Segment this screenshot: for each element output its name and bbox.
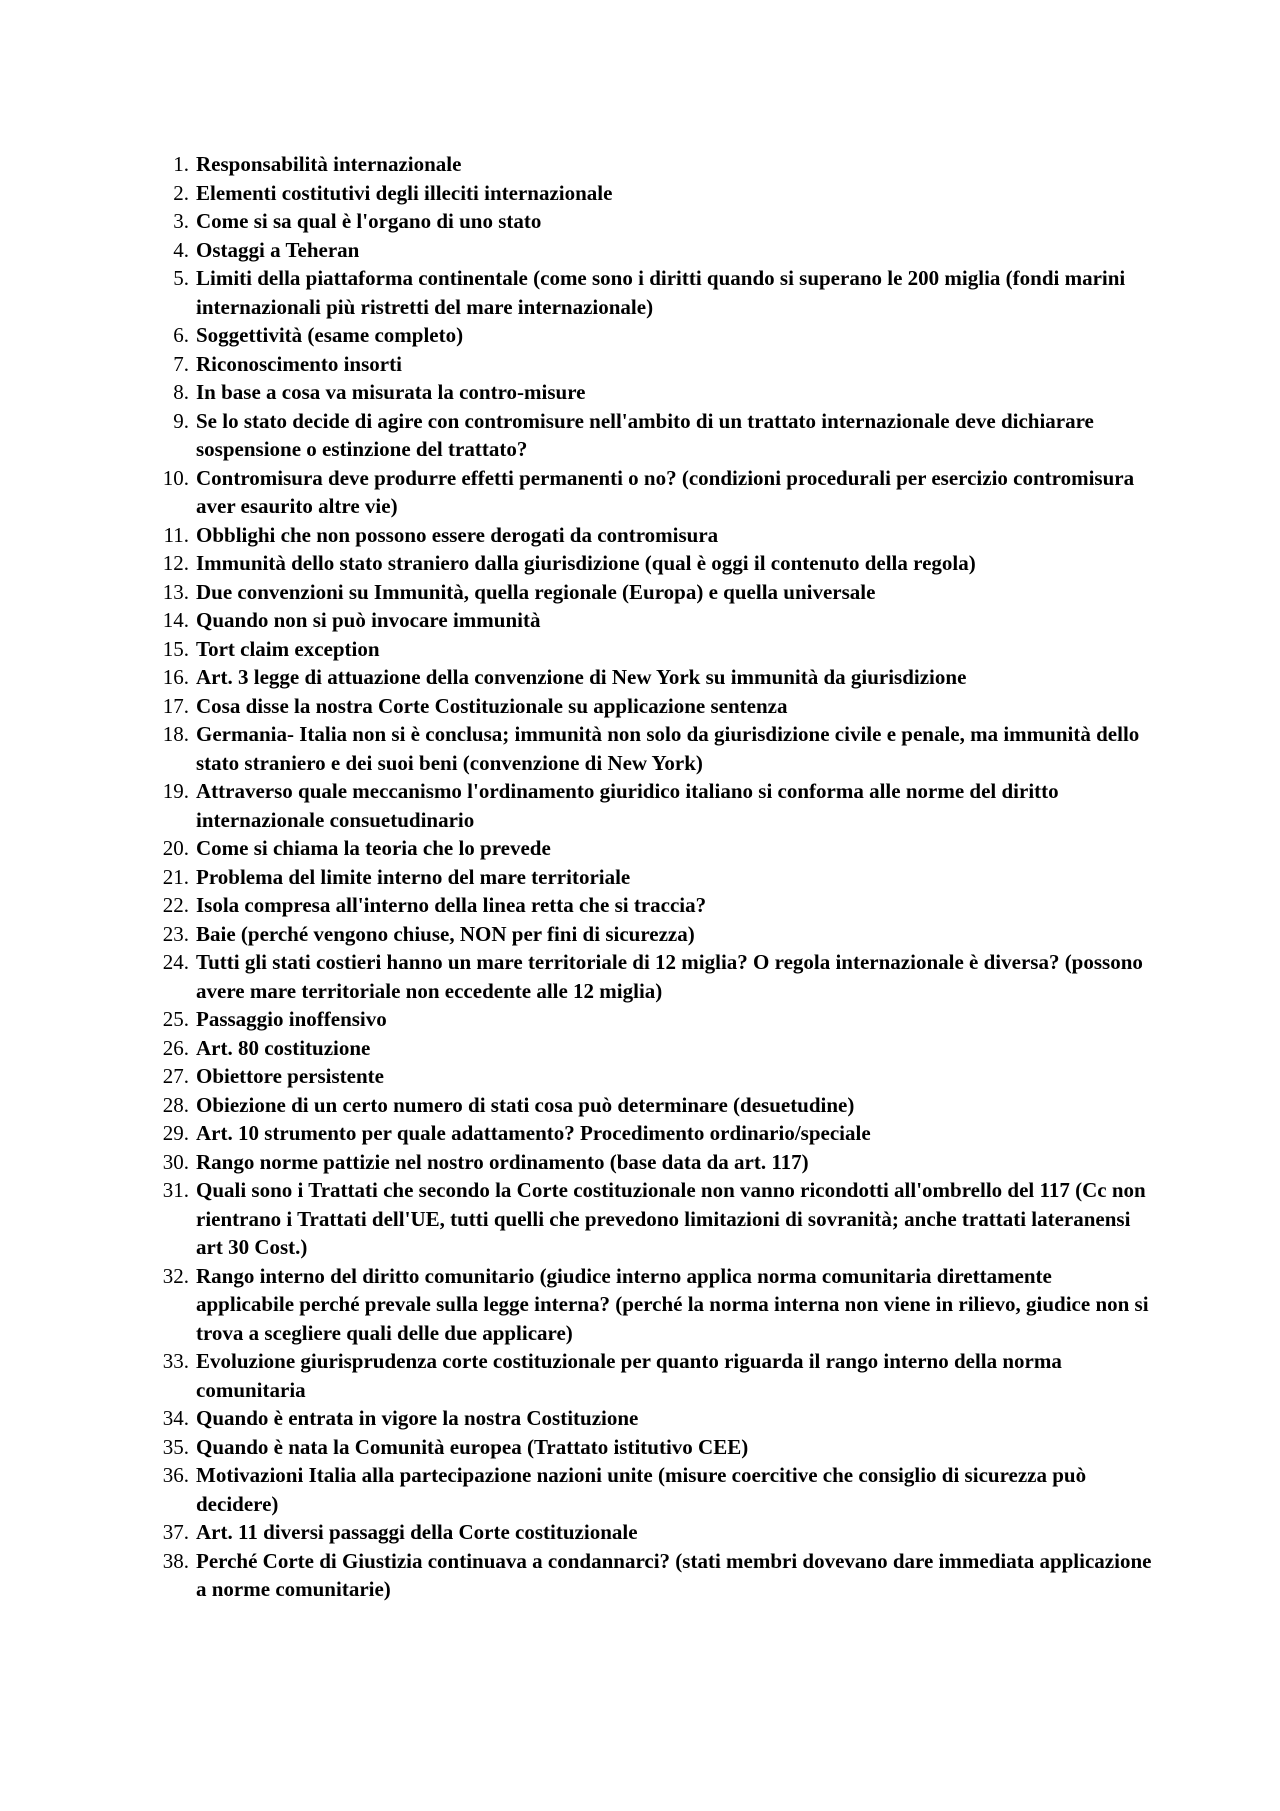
item-text: Se lo stato decide di agire con contromisure nell'ambito di un trattato internazionale deve dichiarare sospensione o estinzione del trattato? xyxy=(196,408,1094,461)
item-text: Obblighi che non possono essere derogati da contromisura xyxy=(196,522,719,547)
item-text: Art. 80 costituzione xyxy=(196,1035,371,1060)
item-text: Art. 11 diversi passaggi della Corte costituzionale xyxy=(196,1520,638,1544)
list-item xyxy=(152,236,1152,265)
item-text: Riconoscimento insorti xyxy=(196,351,402,376)
item-text: Attraverso quale meccanismo l'ordinamento giuridico italiano si conforma alle norme del diritto internazionale consuetudinario xyxy=(196,779,1059,832)
item-text: Obiettore persistente xyxy=(196,1064,384,1088)
item-text: Immunità dello stato straniero dalla giurisdizione (qual è oggi il contenuto della regola) xyxy=(196,551,976,575)
list-item xyxy=(152,606,1152,635)
item-number: 35. xyxy=(162,1434,189,1459)
item-number: 38. xyxy=(162,1548,189,1573)
item-text: Tutti gli stati costieri hanno un mare territoriale di 12 miglia? O regola internazionale è diversa? (possono avere mare territoriale non eccedente alle 12 miglia) xyxy=(196,950,1143,1003)
item-number: 26. xyxy=(162,1035,189,1060)
item-number: 31. xyxy=(162,1178,189,1202)
list-item xyxy=(152,920,1152,949)
item-text: Elementi costitutivi degli illeciti internazionale xyxy=(196,180,613,205)
item-number: 24. xyxy=(162,950,189,974)
list-item xyxy=(152,1062,1152,1091)
list-item xyxy=(152,1347,1152,1404)
item-text: Motivazioni Italia alla partecipazione nazioni unite (misure coercitive che consiglio di sicurezza può decidere) xyxy=(196,1463,1087,1516)
item-text: Baie (perché vengono chiuse, NON per fini di sicurezza) xyxy=(196,921,695,946)
list-item xyxy=(152,150,1152,179)
item-number: 11. xyxy=(163,522,189,547)
item-text: Rango interno del diritto comunitario (giudice interno applica norma comunitaria direttamente applicabile perché prevale sulla legge interna? (perché la norma interna non viene in rilievo, giudice non si trova a scegliere quali delle due applicare) xyxy=(196,1263,1149,1345)
list-item xyxy=(152,378,1152,407)
item-number: 33. xyxy=(162,1349,189,1373)
list-item xyxy=(152,863,1152,892)
item-number: 37. xyxy=(162,1520,189,1544)
item-text: Quando è nata la Comunità europea (Trattato istitutivo CEE) xyxy=(196,1434,749,1459)
item-number: 22. xyxy=(162,893,189,917)
list-item xyxy=(152,1262,1152,1348)
item-number: 5. xyxy=(173,266,189,290)
list-item xyxy=(152,1176,1152,1262)
item-number: 2. xyxy=(173,180,189,205)
item-number: 36. xyxy=(162,1463,189,1487)
list-item xyxy=(152,891,1152,920)
item-text: Soggettività (esame completo) xyxy=(196,323,464,347)
item-number: 32. xyxy=(162,1263,189,1288)
list-item xyxy=(152,1518,1152,1547)
item-text: Quando non si può invocare immunità xyxy=(196,608,541,632)
item-text: Art. 10 strumento per quale adattamento? Procedimento ordinario/speciale xyxy=(196,1121,871,1145)
list-item xyxy=(152,1119,1152,1148)
item-number: 29. xyxy=(162,1121,189,1145)
question-list xyxy=(152,150,1152,1604)
item-text: Quali sono i Trattati che secondo la Corte costituzionale non vanno ricondotti all'ombrello del 117 (Cc non rientrano i Trattati dell'UE, tutti quelli che prevedono limitazioni di sovranità; anche trattati lateranensi art 30 Cost.) xyxy=(196,1178,1146,1259)
item-text: Passaggio inoffensivo xyxy=(196,1007,387,1031)
item-text: Art. 3 legge di attuazione della convenzione di New York su immunità da giurisdizione xyxy=(196,665,967,689)
item-text: Obiezione di un certo numero di stati cosa può determinare (desuetudine) xyxy=(196,1092,855,1117)
item-number: 21. xyxy=(162,864,189,889)
item-text: Due convenzioni su Immunità, quella regionale (Europa) e quella universale xyxy=(196,579,876,604)
list-item xyxy=(152,720,1152,777)
item-text: Contromisura deve produrre effetti permanenti o no? (condizioni procedurali per esercizio contromisura aver esaurito altre vie) xyxy=(196,465,1135,518)
list-item xyxy=(152,663,1152,692)
item-number: 6. xyxy=(173,323,189,347)
item-number: 30. xyxy=(162,1149,189,1174)
list-item xyxy=(152,1091,1152,1120)
list-item xyxy=(152,777,1152,834)
item-text: Cosa disse la nostra Corte Costituzionale su applicazione sentenza xyxy=(196,693,788,718)
item-text: Perché Corte di Giustizia continuava a condannarci? (stati membri dovevano dare immediata applicazione a norme comunitarie) xyxy=(196,1548,1152,1601)
list-item xyxy=(152,1034,1152,1063)
item-number: 3. xyxy=(173,209,189,233)
item-number: 27. xyxy=(162,1064,189,1088)
list-item xyxy=(152,1148,1152,1177)
list-item xyxy=(152,1005,1152,1034)
item-text: Isola compresa all'interno della linea retta che si traccia? xyxy=(196,893,707,917)
list-item xyxy=(152,549,1152,578)
item-text: Come si sa qual è l'organo di uno stato xyxy=(196,209,542,233)
item-number: 25. xyxy=(162,1007,189,1031)
item-number: 13. xyxy=(162,579,189,604)
list-item xyxy=(152,635,1152,664)
item-text: Responsabilità internazionale xyxy=(196,152,462,176)
item-number: 4. xyxy=(173,237,189,262)
list-item xyxy=(152,350,1152,379)
list-item xyxy=(152,1433,1152,1462)
item-text: Come si chiama la teoria che lo prevede xyxy=(196,836,551,860)
list-item xyxy=(152,464,1152,521)
item-text: Ostaggi a Teheran xyxy=(196,237,360,262)
item-text: Limiti della piattaforma continentale (come sono i diritti quando si superano le 200 miglia (fondi marini internazionali più ristretti del mare internazionale) xyxy=(196,266,1126,319)
item-number: 1. xyxy=(173,152,189,176)
list-item xyxy=(152,1547,1152,1604)
item-text: Tort claim exception xyxy=(196,636,380,661)
item-number: 10. xyxy=(162,465,189,490)
item-text: Quando è entrata in vigore la nostra Costituzione xyxy=(196,1406,639,1430)
item-number: 23. xyxy=(162,921,189,946)
item-text: Problema del limite interno del mare territoriale xyxy=(196,864,631,889)
item-text: Evoluzione giurisprudenza corte costituzionale per quanto riguarda il rango interno della norma comunitaria xyxy=(196,1349,1062,1402)
item-text: In base a cosa va misurata la contro-misure xyxy=(196,380,586,404)
item-number: 16. xyxy=(162,665,189,689)
item-number: 12. xyxy=(162,551,189,575)
item-number: 34. xyxy=(162,1406,189,1430)
list-item xyxy=(152,321,1152,350)
item-number: 9. xyxy=(173,408,189,433)
list-item xyxy=(152,264,1152,321)
item-number: 17. xyxy=(162,693,189,718)
item-number: 8. xyxy=(173,380,189,404)
list-item xyxy=(152,692,1152,721)
item-text: Rango norme pattizie nel nostro ordinamento (base data da art. 117) xyxy=(196,1149,809,1174)
item-number: 15. xyxy=(162,636,189,661)
list-item xyxy=(152,407,1152,464)
item-number: 28. xyxy=(162,1092,189,1117)
list-item xyxy=(152,1461,1152,1518)
item-number: 20. xyxy=(162,836,189,860)
list-item xyxy=(152,1404,1152,1433)
list-item xyxy=(152,948,1152,1005)
item-text: Germania- Italia non si è conclusa; immunità non solo da giurisdizione civile e penale, ma immunità dello stato straniero e dei suoi beni (convenzione di New York) xyxy=(196,722,1140,775)
item-number: 18. xyxy=(162,722,189,746)
item-number: 14. xyxy=(162,608,189,632)
list-item xyxy=(152,207,1152,236)
list-item xyxy=(152,834,1152,863)
item-number: 7. xyxy=(173,351,189,376)
list-item xyxy=(152,578,1152,607)
list-item xyxy=(152,179,1152,208)
item-number: 19. xyxy=(162,779,189,803)
list-item xyxy=(152,521,1152,550)
